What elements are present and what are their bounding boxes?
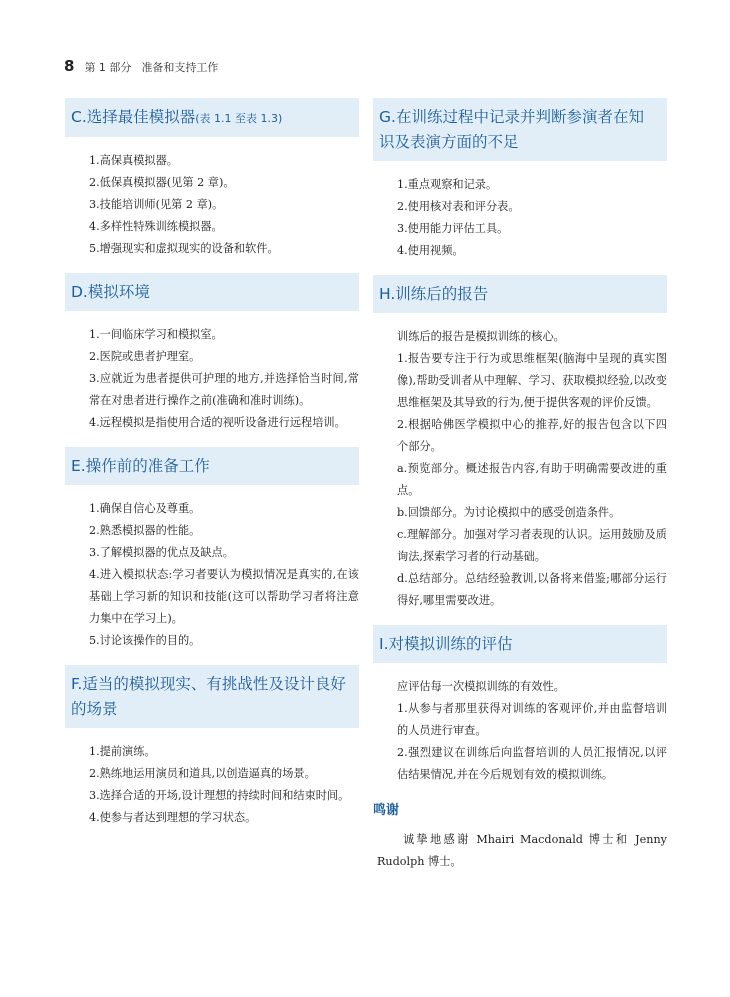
section-title: C.选择最佳模拟器 [71, 108, 196, 126]
section-title: G.在训练过程中记录并判断参演者在知识及表演方面的不足 [379, 108, 644, 151]
list-item: c.理解部分。加强对学习者表现的认识。运用鼓励及质询法,探索学习者的行动基础。 [397, 528, 667, 563]
list-item: 3.技能培训师(见第 2 章)。 [89, 198, 224, 211]
section-f [65, 665, 359, 829]
table-reference: (表 1.1 至表 1.3) [195, 112, 283, 125]
part-title: 准备和支持工作 [141, 61, 219, 74]
section-title: E.操作前的准备工作 [71, 457, 210, 475]
section-heading [373, 98, 667, 161]
part-label: 第 1 部分 [84, 61, 132, 74]
list-item: 2.强烈建议在训练后向监督培训的人员汇报情况,以评估结果情况,并在今后规划有效的模拟训练。 [397, 746, 667, 781]
list-item: 4.多样性特殊训练模拟器。 [89, 220, 223, 233]
section-heading [65, 447, 359, 485]
acknowledgement-title: 鸣谢 [373, 803, 400, 818]
list-item: 训练后的报告是模拟训练的核心。 [397, 330, 565, 343]
list-item: 2.低保真模拟器(见第 2 章)。 [89, 176, 235, 189]
section-g [373, 98, 667, 262]
right-column [373, 98, 667, 884]
list-item: 1.一间临床学习和模拟室。 [89, 328, 223, 341]
acknowledgement-text: 诚挚地感谢 Mhairi Macdonald 博士和 Jenny Rudolph 博士。 [377, 833, 667, 869]
list-item: 2.医院或患者护理室。 [89, 350, 201, 363]
list-item: 4.使参与者达到理想的学习状态。 [89, 811, 257, 824]
acknowledgement [373, 799, 667, 873]
section-heading [65, 665, 359, 728]
list-item: 1.提前演练。 [89, 745, 156, 758]
section-heading [65, 98, 359, 137]
list-item: 2.熟悉模拟器的性能。 [89, 524, 201, 537]
list-item: 4.远程模拟是指使用合适的视听设备进行远程培训。 [89, 416, 346, 429]
list-item: 1.确保自信心及尊重。 [89, 502, 201, 515]
list-item: 3.使用能力评估工具。 [397, 222, 509, 235]
list-item: 1.报告要专注于行为或思维框架(脑海中呈现的真实图像),帮助受训者从中理解、学习、获取模拟经验,以改变思维框架及其导致的行为,便于提供客观的评价反馈。 [397, 352, 667, 409]
list-item: 5.增强现实和虚拟现实的设备和软件。 [89, 242, 279, 255]
list-item: 4.进入模拟状态:学习者要认为模拟情况是真实的,在该基础上学习新的知识和技能(这可以帮助学习者将注意力集中在学习上)。 [89, 568, 359, 625]
list-item: 2.使用核对表和评分表。 [397, 200, 520, 213]
section-title: H.训练后的报告 [379, 285, 489, 303]
list-item: b.回馈部分。为讨论模拟中的感受创造条件。 [397, 506, 621, 519]
list-item: 1.从参与者那里获得对训练的客观评价,并由监督培训的人员进行审查。 [397, 702, 667, 737]
section-title: D.模拟环境 [71, 283, 150, 301]
list-item: 1.高保真模拟器。 [89, 154, 178, 167]
section-h [373, 275, 667, 612]
list-item: 3.应就近为患者提供可护理的地方,并选择恰当时间,常常在对患者进行操作之前(准确和准时训练)。 [89, 372, 359, 407]
list-item: 2.根据哈佛医学模拟中心的推荐,好的报告包含以下四个部分。 [397, 418, 667, 453]
section-title: I.对模拟训练的评估 [379, 635, 513, 653]
list-item: 4.使用视频。 [397, 244, 464, 257]
section-e [65, 447, 359, 652]
running-head [64, 57, 218, 75]
list-item: 2.熟练地运用演员和道具,以创造逼真的场景。 [89, 767, 316, 780]
list-item: 3.了解模拟器的优点及缺点。 [89, 546, 234, 559]
section-heading [65, 273, 359, 311]
list-item: 应评估每一次模拟训练的有效性。 [397, 680, 565, 693]
page-number: 8 [64, 57, 75, 75]
section-heading [373, 625, 667, 663]
section-title: F.适当的模拟现实、有挑战性及设计良好的场景 [71, 675, 346, 718]
list-item: 1.重点观察和记录。 [397, 178, 498, 191]
section-c [65, 98, 359, 260]
section-i [373, 625, 667, 786]
left-column [65, 98, 359, 842]
list-item: d.总结部分。总结经验教训,以备将来借鉴;哪部分运行得好,哪里需要改进。 [397, 572, 667, 607]
section-heading [373, 275, 667, 313]
section-d [65, 273, 359, 434]
list-item: 5.讨论该操作的目的。 [89, 634, 201, 647]
list-item: a.预览部分。概述报告内容,有助于明确需要改进的重点。 [397, 462, 667, 497]
list-item: 3.选择合适的开场,设计理想的持续时间和结束时间。 [89, 789, 350, 802]
